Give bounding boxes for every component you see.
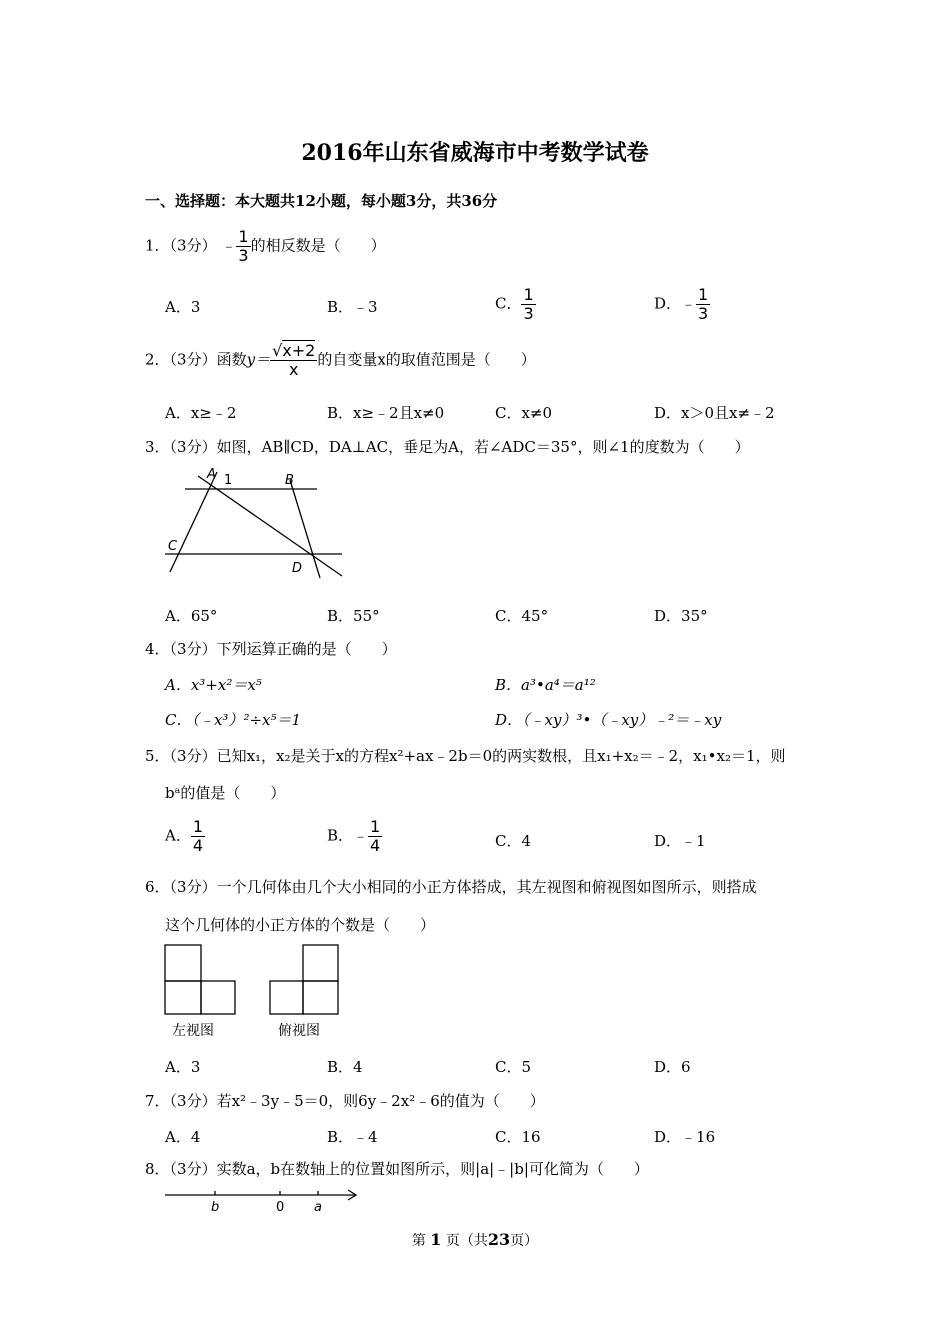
q3-figure (160, 462, 350, 582)
q3-option-b: B．55° (327, 607, 380, 625)
q1-fraction: $\frac{1}{3}$ (238, 227, 249, 265)
q4-option-c: C．（﹣x³）²÷x⁵＝1 (165, 711, 302, 729)
q2-option-b: B．x≥﹣2且x≠0 (327, 404, 445, 422)
q8-label-a: a (314, 1200, 322, 1215)
q5-option-c: C．4 (495, 832, 532, 850)
question-5-line-2: bᵃ的值是（ ） (165, 784, 286, 802)
q7-option-b: B．﹣4 (327, 1128, 378, 1146)
q7-option-d: D．﹣16 (654, 1128, 716, 1146)
q3-option-c: C．45° (495, 607, 549, 625)
question-8: 8．（3分）实数a，b在数轴上的位置如图所示，则|a|﹣|b|可化简为（ ） (145, 1160, 649, 1178)
page-total: 23 (487, 1230, 511, 1249)
q7-option-c: C．16 (495, 1128, 541, 1146)
q6-left-view-label: 左视图 (172, 1023, 214, 1039)
q6-option-c: C．5 (495, 1058, 532, 1076)
q3-label-d: D (292, 561, 303, 576)
q4-option-a: A．x³+x²＝x⁵ (165, 676, 262, 694)
q5-option-b: B．﹣ $\frac{1}{4}$ (327, 817, 381, 855)
q3-label-1: 1 (224, 473, 233, 488)
q2-option-d: D．x＞0且x≠﹣2 (654, 404, 775, 422)
q5-option-a: A． $\frac{1}{4}$ (165, 817, 204, 855)
q6-figure (160, 940, 350, 1040)
q3-label-c: C (168, 539, 178, 554)
q1-option-a: A．3 (165, 298, 201, 316)
q8-number-line (160, 1182, 365, 1216)
q8-label-b: b (211, 1200, 220, 1215)
q2-fraction: $\frac{√x+2}{x}$ (272, 341, 316, 379)
q1-number: 1．（3分） (145, 236, 217, 255)
question-1 (145, 228, 386, 265)
question-6-line-1: 6．（3分）一个几何体由几个大小相同的小正方体搭成，其左视图和俯视图如图所示，则搭成 (145, 878, 757, 896)
q3-option-a: A．65° (165, 607, 218, 625)
question-7: 7．（3分）若x²﹣3y﹣5＝0，则6y﹣2x²﹣6的值为（ ） (145, 1092, 545, 1110)
question-5-line-1: 5．（3分）已知x₁，x₂是关于x的方程x²+ax﹣2b＝0的两实数根，且x₁+x₂＝﹣2，x₁•x₂＝1，则 (145, 747, 786, 765)
q6-option-b: B．4 (327, 1058, 363, 1076)
q3-label-b: B (285, 473, 294, 488)
page-footer: 第 1 页（共23页） (411, 1230, 539, 1249)
question-3: 3．（3分）如图，AB∥CD，DA⊥AC，垂足为A，若∠ADC＝35°，则∠1的度数为（ ） (145, 438, 750, 456)
q3-label-a: A (207, 467, 216, 482)
q5-option-d: D．﹣1 (654, 832, 706, 850)
question-4: 4．（3分）下列运算正确的是（ ） (145, 640, 397, 658)
question-6-line-2: 这个几何体的小正方体的个数是（ ） (165, 916, 436, 934)
q1-option-b: B．﹣3 (327, 298, 378, 316)
q1-neg: ﹣ (221, 236, 237, 255)
q2-option-a: A．x≥﹣2 (165, 404, 237, 422)
section-heading: 一、选择题：本大题共12小题，每小题3分，共36分 (145, 192, 498, 210)
q8-label-0: 0 (276, 1200, 285, 1215)
q4-option-b: B．a³•a⁴＝a¹² (495, 676, 596, 694)
q1-option-d: D．﹣ $\frac{1}{3}$ (654, 285, 709, 323)
q3-option-d: D．35° (654, 607, 708, 625)
q2-option-c: C．x≠0 (495, 404, 553, 422)
q6-top-view-label: 俯视图 (278, 1023, 320, 1039)
q7-option-a: A．4 (165, 1128, 201, 1146)
q6-option-a: A．3 (165, 1058, 201, 1076)
question-2: 2．（3分）函数y＝ $\frac{√x+2}{x}$ 的自变量x的取值范围是（ ） (145, 341, 536, 379)
page-number: 1 (430, 1230, 442, 1249)
page-title: 2016年山东省威海市中考数学试卷 (301, 140, 649, 166)
q1-option-c: C． $\frac{1}{3}$ (495, 285, 534, 323)
q1-text: 的相反数是（ ） (250, 236, 386, 255)
q6-option-d: D．6 (654, 1058, 691, 1076)
q4-option-d: D．（﹣xy）³•（﹣xy）﹣²＝﹣xy (495, 711, 722, 729)
